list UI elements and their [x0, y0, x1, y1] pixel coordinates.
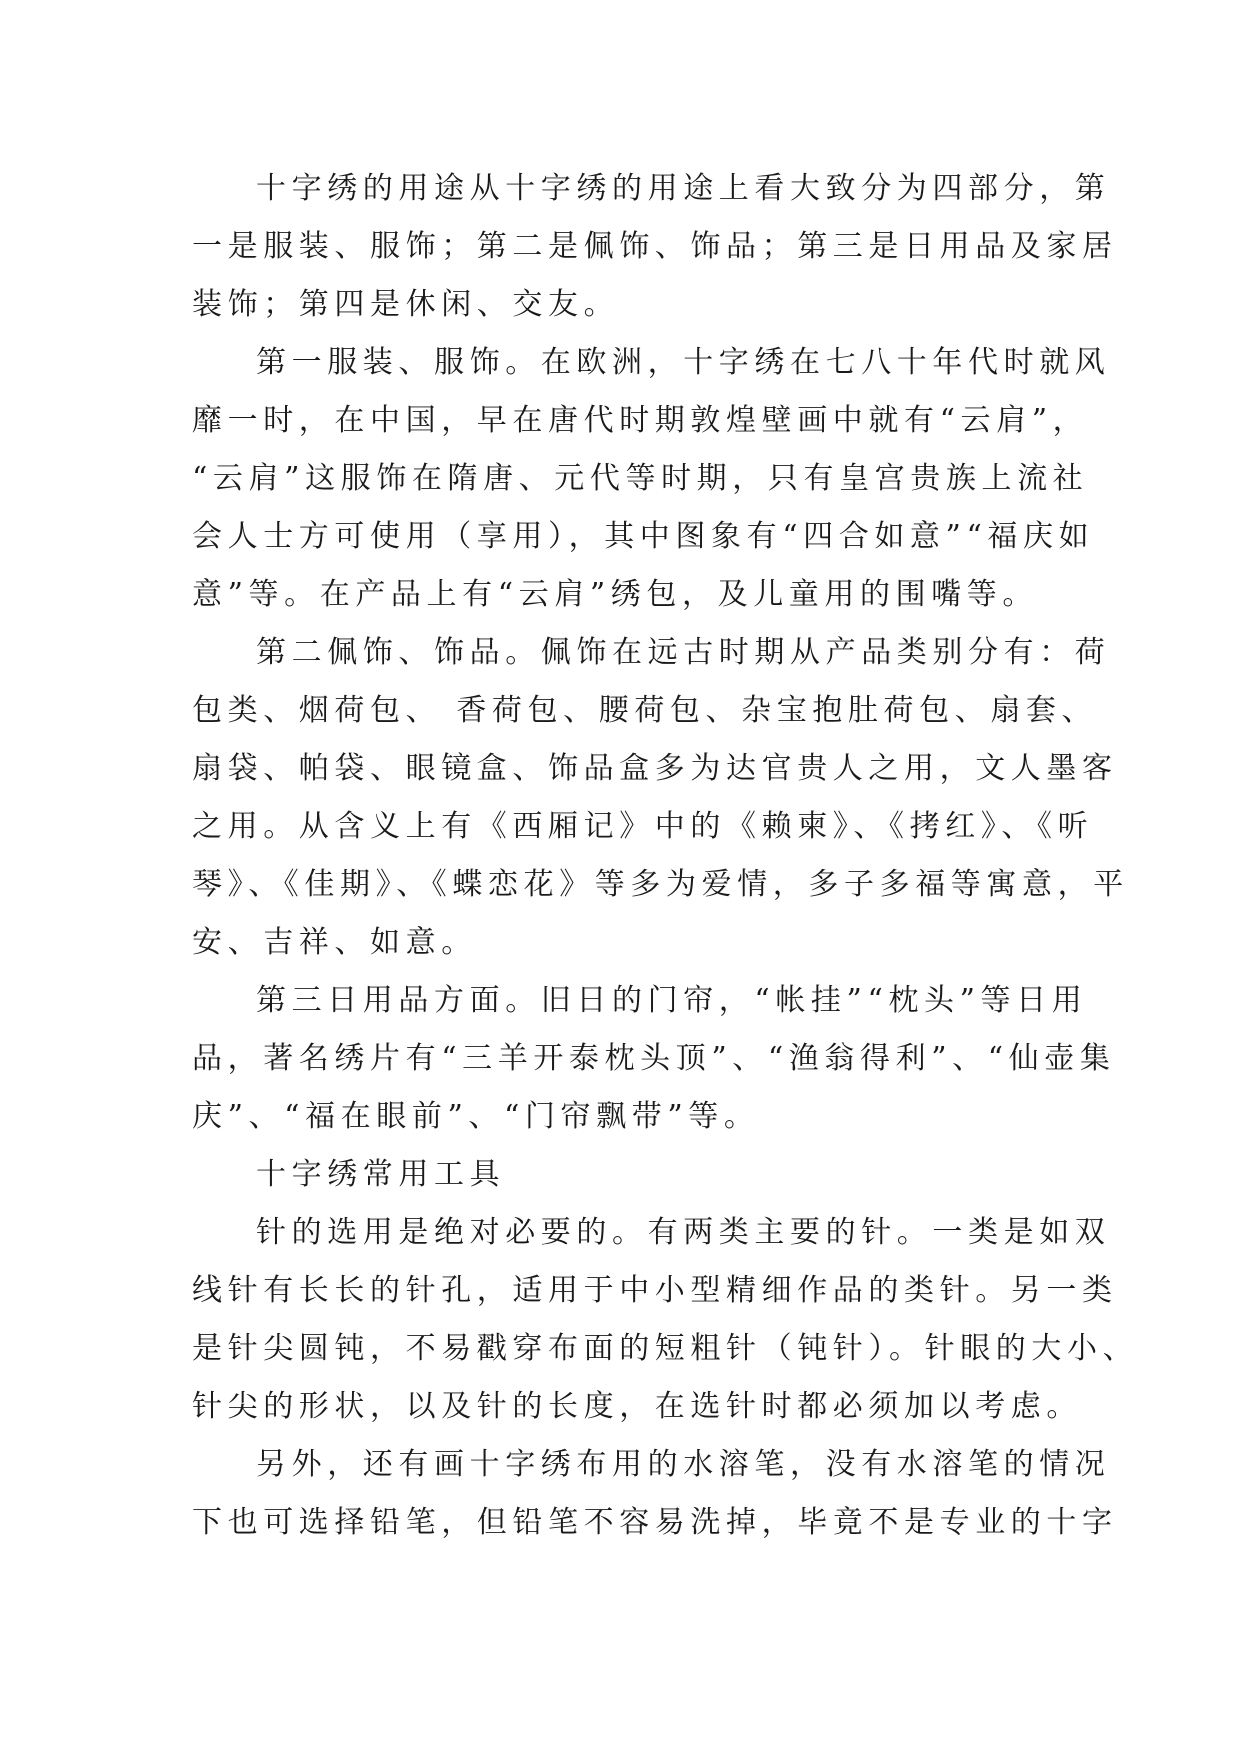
paragraph-clothing-line-2: 靡一时，在中国，早在唐代时期敦煌壁画中就有“云肩”，	[192, 403, 1089, 438]
paragraph-pens-line-2: 下也可选择铅笔，但铅笔不容易洗掉，毕竟不是专业的十字	[192, 1505, 1118, 1540]
section-heading-tools: 十字绣常用工具	[256, 1157, 506, 1192]
paragraph-needles-line-2: 线针有长长的针孔，适用于中小型精细作品的类针。另一类	[192, 1273, 1118, 1308]
paragraph-pens-line-1: 另外，还有画十字绣布用的水溶笔，没有水溶笔的情况	[256, 1447, 1111, 1482]
paragraph-accessories-line-5: 琴》、《佳期》、《蝶恋花》等多为爱情，多子多福等寓意，平	[192, 867, 1129, 902]
paragraph-daily-goods-line-2: 品，著名绣片有“三羊开泰枕头顶”、“渔翁得利”、“仙壶集	[192, 1041, 1116, 1076]
paragraph-clothing-line-5: 意”等。在产品上有“云肩”绣包，及儿童用的围嘴等。	[192, 577, 1039, 612]
paragraph-clothing-line-4: 会人士方可使用（享用），其中图象有“四合如意”“福庆如	[192, 519, 1095, 554]
paragraph-accessories-line-3: 扇袋、帕袋、眼镜盒、饰品盒多为达官贵人之用，文人墨客	[192, 751, 1118, 786]
paragraph-accessories-line-6: 安、吉祥、如意。	[192, 925, 477, 960]
paragraph-daily-goods-line-3: 庆”、“福在眼前”、“门帘飘带”等。	[192, 1099, 760, 1134]
paragraph-needles-line-3: 是针尖圆钝，不易戳穿布面的短粗针（钝针）。针眼的大小、	[192, 1331, 1139, 1366]
paragraph-uses-line-3: 装饰；第四是休闲、交友。	[192, 287, 620, 322]
paragraph-uses-line-1: 十字绣的用途从十字绣的用途上看大致分为四部分，第	[256, 171, 1111, 206]
paragraph-needles-line-1: 针的选用是绝对必要的。有两类主要的针。一类是如双	[256, 1215, 1111, 1250]
paragraph-daily-goods-line-1: 第三日用品方面。旧日的门帘，“帐挂”“枕头”等日用	[256, 983, 1088, 1018]
paragraph-accessories-line-1: 第二佩饰、饰品。佩饰在远古时期从产品类别分有：荷	[256, 635, 1111, 670]
document-body	[192, 160, 1139, 1552]
paragraph-accessories-line-4: 之用。从含义上有《西厢记》中的《赖柬》、《拷红》、《听	[192, 809, 1094, 844]
paragraph-clothing-line-1: 第一服装、服饰。在欧洲，十字绣在七八十年代时就风	[256, 345, 1111, 380]
paragraph-clothing-line-3: “云肩”这服饰在隋唐、元代等时期，只有皇宫贵族上流社	[192, 461, 1089, 496]
paragraph-uses-line-2: 一是服装、服饰；第二是佩饰、饰品；第三是日用品及家居	[192, 229, 1118, 264]
paragraph-accessories-line-2: 包类、烟荷包、 香荷包、腰荷包、杂宝抱肚荷包、扇套、	[192, 693, 1098, 728]
paragraph-needles-line-4: 针尖的形状，以及针的长度，在选针时都必须加以考虑。	[192, 1389, 1082, 1424]
